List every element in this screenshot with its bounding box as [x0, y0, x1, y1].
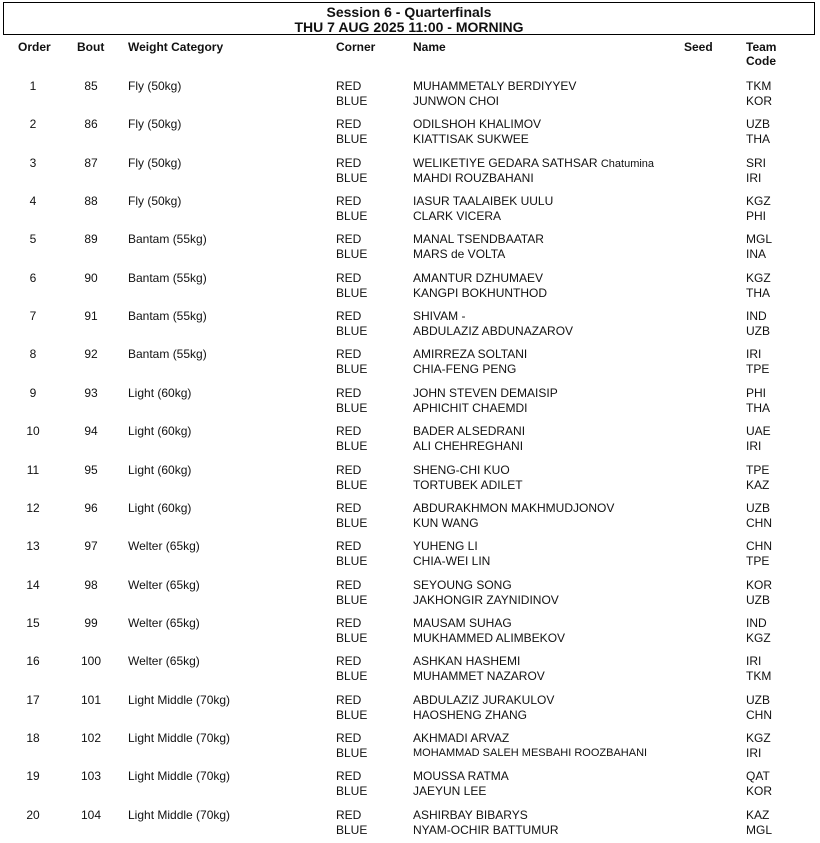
corner-red: RED — [336, 463, 362, 477]
red-team-code: UZB — [746, 117, 770, 131]
bout-order: 8 — [29, 347, 37, 361]
bout-order: 20 — [26, 808, 40, 822]
blue-fighter-name: KUN WANG — [413, 516, 479, 530]
corner-blue: BLUE — [336, 362, 368, 376]
red-team-code: KGZ — [746, 731, 771, 745]
red-fighter-name: AMIRREZA SOLTANI — [413, 347, 528, 361]
red-fighter-name: SEYOUNG SONG — [413, 578, 512, 592]
bout-number: 96 — [84, 501, 98, 515]
col-header-code: Code — [746, 54, 776, 68]
red-team-code: CHN — [746, 539, 772, 553]
bout-order: 17 — [26, 693, 40, 707]
bout-number: 85 — [84, 79, 98, 93]
corner-blue: BLUE — [336, 669, 368, 683]
bout-order: 12 — [26, 501, 40, 515]
blue-fighter-name: MAHDI ROUZBAHANI — [413, 171, 534, 185]
weight-category: Welter (65kg) — [128, 616, 200, 630]
blue-fighter-name: APHICHIT CHAEMDI — [413, 401, 528, 415]
weight-category: Fly (50kg) — [128, 156, 182, 170]
corner-red: RED — [336, 769, 362, 783]
corner-red: RED — [336, 501, 362, 515]
blue-fighter-name: JUNWON CHOI — [413, 94, 499, 108]
red-fighter-name: MOUSSA RATMA — [413, 769, 509, 783]
red-team-code: TPE — [746, 463, 770, 477]
corner-blue: BLUE — [336, 784, 368, 798]
weight-category: Bantam (55kg) — [128, 309, 207, 323]
red-team-code: KGZ — [746, 271, 771, 285]
session-title-box — [3, 2, 815, 35]
bout-number: 104 — [80, 808, 102, 822]
corner-red: RED — [336, 117, 362, 131]
red-team-code: UZB — [746, 693, 770, 707]
red-team-code: KOR — [746, 578, 773, 592]
red-team-code: KGZ — [746, 194, 771, 208]
weight-category: Light (60kg) — [128, 386, 192, 400]
weight-category: Fly (50kg) — [128, 117, 182, 131]
bout-number: 89 — [84, 232, 98, 246]
bout-order: 10 — [26, 424, 40, 438]
bout-order: 16 — [26, 654, 40, 668]
red-fighter-name: IASUR TAALAIBEK UULU — [413, 194, 554, 208]
blue-team-code: KAZ — [746, 478, 770, 492]
red-fighter-name: BADER ALSEDRANI — [413, 424, 526, 438]
red-fighter-name: JOHN STEVEN DEMAISIP — [413, 386, 558, 400]
corner-blue: BLUE — [336, 324, 368, 338]
bout-number: 99 — [84, 616, 98, 630]
blue-fighter-name: MOHAMMAD SALEH MESBAHI ROOZBAHANI — [413, 747, 648, 759]
red-team-code: TKM — [746, 79, 772, 93]
bout-order: 6 — [29, 271, 37, 285]
blue-fighter-name: KANGPI BOKHUNTHOD — [413, 286, 548, 300]
bout-number: 91 — [84, 309, 98, 323]
blue-team-code: IRI — [746, 439, 762, 453]
blue-team-code: IRI — [746, 171, 762, 185]
blue-team-code: TKM — [746, 669, 772, 683]
corner-blue: BLUE — [336, 401, 368, 415]
session-title: Session 6 - Quarterfinals — [326, 4, 492, 20]
bout-order: 5 — [29, 232, 37, 246]
bout-order: 13 — [26, 539, 40, 553]
blue-team-code: CHN — [746, 708, 772, 722]
red-fighter-name: ABDULAZIZ JURAKULOV — [413, 693, 555, 707]
bout-order: 18 — [26, 731, 40, 745]
col-header-corner: Corner — [336, 40, 376, 54]
blue-team-code: TPE — [746, 362, 770, 376]
corner-red: RED — [336, 424, 362, 438]
corner-red: RED — [336, 232, 362, 246]
red-team-code: PHI — [746, 386, 767, 400]
bout-number: 87 — [84, 156, 98, 170]
corner-red: RED — [336, 347, 362, 361]
red-team-code: IRI — [746, 654, 762, 668]
corner-blue: BLUE — [336, 554, 368, 568]
corner-blue: BLUE — [336, 94, 368, 108]
corner-blue: BLUE — [336, 171, 368, 185]
corner-red: RED — [336, 309, 362, 323]
blue-team-code: IRI — [746, 746, 762, 760]
bout-order: 2 — [29, 117, 37, 131]
bout-order: 3 — [29, 156, 37, 170]
bout-number: 90 — [84, 271, 98, 285]
corner-red: RED — [336, 386, 362, 400]
corner-blue: BLUE — [336, 209, 368, 223]
corner-red: RED — [336, 693, 362, 707]
col-header-order: Order — [18, 40, 51, 54]
blue-fighter-name: JAKHONGIR ZAYNIDINOV — [413, 593, 559, 607]
corner-blue: BLUE — [336, 132, 368, 146]
blue-fighter-name: HAOSHENG ZHANG — [413, 708, 528, 722]
red-fighter-name: MANAL TSENDBAATAR — [413, 232, 544, 246]
bout-number: 100 — [80, 654, 102, 668]
red-fighter-name-suffix: Chatumina — [600, 158, 655, 170]
bout-number: 101 — [80, 693, 102, 707]
red-fighter-name: MAUSAM SUHAG — [413, 616, 512, 630]
bout-number: 93 — [84, 386, 98, 400]
red-team-code: UZB — [746, 501, 770, 515]
blue-team-code: UZB — [746, 324, 770, 338]
red-fighter-name: WELIKETIYE GEDARA SATHSAR Chatumina — [413, 156, 655, 170]
bout-order: 14 — [26, 578, 40, 592]
bout-number: 98 — [84, 578, 98, 592]
blue-team-code: UZB — [746, 593, 770, 607]
blue-team-code: KOR — [746, 784, 773, 798]
bout-order: 4 — [29, 194, 37, 208]
weight-category: Bantam (55kg) — [128, 271, 207, 285]
blue-team-code: INA — [746, 247, 767, 261]
bout-order: 7 — [29, 309, 37, 323]
blue-fighter-name: CLARK VICERA — [413, 209, 502, 223]
bout-order: 11 — [26, 463, 40, 477]
red-team-code: IND — [746, 309, 767, 323]
red-fighter-name: AMANTUR DZHUMAEV — [413, 271, 544, 285]
blue-fighter-name: MARS de VOLTA — [413, 247, 506, 261]
red-fighter-name: ODILSHOH KHALIMOV — [413, 117, 542, 131]
weight-category: Bantam (55kg) — [128, 232, 207, 246]
blue-team-code: MGL — [746, 823, 773, 837]
weight-category: Fly (50kg) — [128, 194, 182, 208]
corner-blue: BLUE — [336, 593, 368, 607]
col-header-seed: Seed — [684, 40, 713, 54]
red-team-code: KAZ — [746, 808, 770, 822]
weight-category: Bantam (55kg) — [128, 347, 207, 361]
bout-number: 92 — [84, 347, 98, 361]
blue-fighter-name: ALI CHEHREGHANI — [413, 439, 524, 453]
red-team-code: IND — [746, 616, 767, 630]
red-team-code: QAT — [746, 769, 770, 783]
corner-red: RED — [336, 578, 362, 592]
corner-blue: BLUE — [336, 631, 368, 645]
corner-red: RED — [336, 271, 362, 285]
corner-red: RED — [336, 79, 362, 93]
red-fighter-name: ABDURAKHMON MAKHMUDJONOV — [413, 501, 615, 515]
bout-number: 88 — [84, 194, 98, 208]
col-header-team: Team — [746, 40, 777, 54]
red-fighter-name: YUHENG LI — [413, 539, 478, 553]
red-fighter-name: ASHIRBAY BIBARYS — [413, 808, 528, 822]
corner-red: RED — [336, 654, 362, 668]
weight-category: Light Middle (70kg) — [128, 693, 231, 707]
blue-team-code: PHI — [746, 209, 767, 223]
bout-number: 95 — [84, 463, 98, 477]
corner-blue: BLUE — [336, 247, 368, 261]
weight-category: Light Middle (70kg) — [128, 808, 231, 822]
session-date-time: THU 7 AUG 2025 11:00 - MORNING — [294, 19, 524, 35]
blue-team-code: CHN — [746, 516, 772, 530]
corner-blue: BLUE — [336, 746, 368, 760]
col-header-name: Name — [413, 40, 446, 54]
weight-category: Fly (50kg) — [128, 79, 182, 93]
blue-fighter-name: TORTUBEK ADILET — [413, 478, 523, 492]
weight-category: Welter (65kg) — [128, 578, 200, 592]
red-team-code: MGL — [746, 232, 773, 246]
corner-red: RED — [336, 808, 362, 822]
weight-category: Light (60kg) — [128, 463, 192, 477]
blue-fighter-name: JAEYUN LEE — [413, 784, 487, 798]
bout-number: 94 — [84, 424, 98, 438]
corner-red: RED — [336, 194, 362, 208]
weight-category: Light Middle (70kg) — [128, 731, 231, 745]
corner-blue: BLUE — [336, 286, 368, 300]
blue-team-code: THA — [746, 286, 770, 300]
blue-fighter-name: MUHAMMET NAZAROV — [413, 669, 545, 683]
red-fighter-name: SHENG-CHI KUO — [413, 463, 510, 477]
blue-fighter-name: NYAM-OCHIR BATTUMUR — [413, 823, 559, 837]
corner-blue: BLUE — [336, 708, 368, 722]
blue-team-code: TPE — [746, 554, 770, 568]
red-fighter-name: AKHMADI ARVAZ — [413, 731, 510, 745]
corner-blue: BLUE — [336, 516, 368, 530]
bout-order: 1 — [29, 79, 37, 93]
bout-number: 97 — [84, 539, 98, 553]
bout-number: 102 — [80, 731, 102, 745]
blue-fighter-name: CHIA-FENG PENG — [413, 362, 517, 376]
red-team-code: SRI — [746, 156, 767, 170]
corner-red: RED — [336, 731, 362, 745]
corner-blue: BLUE — [336, 478, 368, 492]
red-team-code: UAE — [746, 424, 771, 438]
blue-fighter-name: MUKHAMMED ALIMBEKOV — [413, 631, 566, 645]
blue-team-code: KOR — [746, 94, 773, 108]
bout-order: 15 — [26, 616, 40, 630]
blue-team-code: KGZ — [746, 631, 771, 645]
weight-category: Light (60kg) — [128, 501, 192, 515]
corner-blue: BLUE — [336, 439, 368, 453]
bout-order: 19 — [26, 769, 40, 783]
red-fighter-name: SHIVAM - — [413, 309, 466, 323]
blue-team-code: THA — [746, 132, 770, 146]
blue-fighter-name: ABDULAZIZ ABDUNAZAROV — [413, 324, 574, 338]
bout-number: 86 — [84, 117, 98, 131]
weight-category: Welter (65kg) — [128, 654, 200, 668]
blue-team-code: THA — [746, 401, 770, 415]
corner-red: RED — [336, 616, 362, 630]
col-header-bout: Bout — [77, 40, 105, 54]
weight-category: Light (60kg) — [128, 424, 192, 438]
blue-fighter-name: CHIA-WEI LIN — [413, 554, 491, 568]
corner-blue: BLUE — [336, 823, 368, 837]
red-team-code: IRI — [746, 347, 762, 361]
weight-category: Light Middle (70kg) — [128, 769, 231, 783]
blue-fighter-name: KIATTISAK SUKWEE — [413, 132, 529, 146]
corner-red: RED — [336, 156, 362, 170]
bout-number: 103 — [80, 769, 102, 783]
bout-order: 9 — [29, 386, 37, 400]
red-fighter-name: ASHKAN HASHEMI — [413, 654, 521, 668]
col-header-weight: Weight Category — [128, 40, 224, 54]
corner-red: RED — [336, 539, 362, 553]
weight-category: Welter (65kg) — [128, 539, 200, 553]
red-fighter-name: MUHAMMETALY BERDIYYEV — [413, 79, 577, 93]
